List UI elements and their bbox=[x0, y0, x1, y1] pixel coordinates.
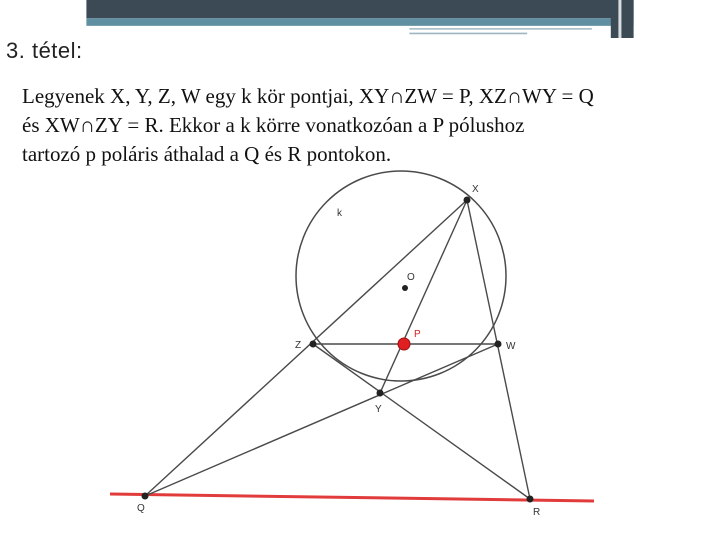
point-W bbox=[495, 341, 502, 348]
polar-line-p bbox=[110, 494, 594, 501]
label-Z: Z bbox=[295, 340, 302, 351]
label-W: W bbox=[506, 341, 516, 352]
point-Y bbox=[377, 390, 384, 397]
label-X: X bbox=[472, 184, 479, 195]
point-R bbox=[527, 496, 534, 503]
point-Z bbox=[310, 341, 317, 348]
line-WYQ bbox=[145, 344, 498, 496]
label-Q: Q bbox=[137, 503, 145, 514]
slide-title: 3. tétel: bbox=[6, 38, 83, 63]
line-XY bbox=[380, 200, 467, 393]
point-O bbox=[402, 285, 408, 291]
point-X bbox=[464, 197, 471, 204]
point-Q bbox=[142, 493, 149, 500]
label-O: O bbox=[407, 272, 415, 283]
line-ZYR bbox=[313, 344, 530, 499]
theorem-line-1: Legyenek X, Y, Z, W egy k kör pontjai, XY∩ZW = P, XZ∩WY = Q bbox=[22, 84, 594, 108]
theorem-line-3: tartozó p poláris áthalad a Q és R pontokon. bbox=[22, 142, 392, 166]
label-circle-k: k bbox=[337, 208, 342, 219]
label-Y: Y bbox=[375, 404, 382, 415]
theorem-line-2: és XW∩ZY = R. Ekkor a k körre vonatkozóan a P pólushoz bbox=[22, 113, 525, 137]
line-XZQ bbox=[145, 200, 467, 496]
point-P-pole bbox=[398, 338, 410, 350]
label-P: P bbox=[414, 329, 421, 340]
label-R: R bbox=[533, 507, 541, 518]
